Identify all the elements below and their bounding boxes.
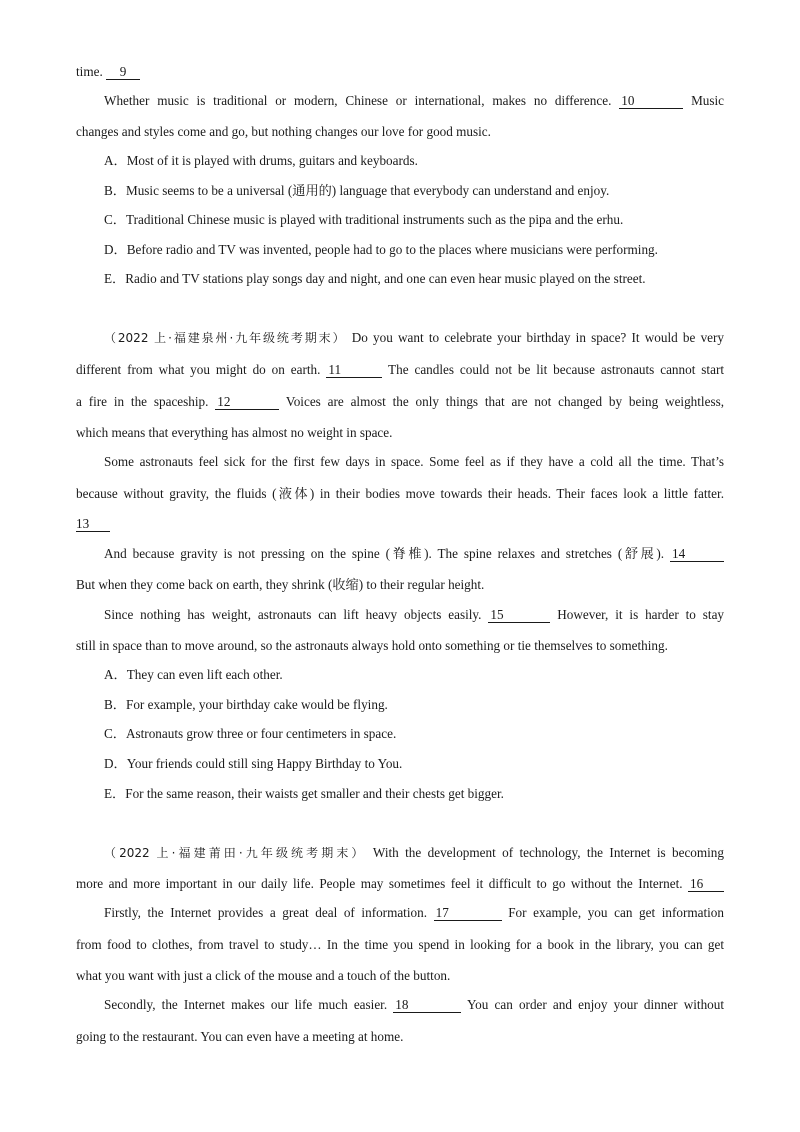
text-line	[104, 606, 724, 624]
text-line	[104, 545, 724, 563]
text: For example, you can get information	[508, 905, 724, 920]
text: a fire in the spaceship.	[76, 394, 209, 409]
text: And because gravity is not pressing on the spine (脊椎). The spine relaxes and stretches (舒展).	[104, 546, 665, 561]
source-tag: （2022 上·福建泉州·九年级统考期末）	[104, 331, 347, 345]
text: The candles could not be lit because astronauts cannot start	[388, 362, 724, 377]
option-b: B．Music seems to be a universal (通用的) language that everybody can understand and enjoy.	[104, 183, 610, 198]
text-line: But when they come back on earth, they shrink (收缩) to their regular height.	[76, 577, 485, 592]
text: However, it is harder to stay	[557, 607, 725, 622]
text-line	[76, 63, 724, 81]
option-a: A．They can even lift each other.	[104, 667, 283, 682]
text-line	[104, 329, 724, 347]
text: With the development of technology, the Internet is becoming	[372, 845, 724, 860]
text-line: going to the restaurant. You can even have a meeting at home.	[76, 1029, 404, 1044]
text-line	[76, 361, 724, 379]
answer-blank-12: 12	[215, 394, 279, 410]
text-line: from food to clothes, from travel to study… In the time you spend in looking for a book in the library, you can get	[76, 937, 724, 952]
option-d: D．Your friends could still sing Happy Birthday to You.	[104, 756, 403, 771]
text-line	[104, 996, 724, 1014]
option-c: C．Astronauts grow three or four centimeters in space.	[104, 726, 397, 741]
text-line	[76, 875, 724, 893]
text-line	[104, 844, 724, 862]
option-c: C．Traditional Chinese music is played with traditional instruments such as the pipa and the erhu.	[104, 212, 624, 227]
text-line: Some astronauts feel sick for the first few days in space. Some feel as if they have a cold all the time. That’s	[104, 454, 724, 469]
option-b: B．For example, your birthday cake would be flying.	[104, 697, 388, 712]
answer-blank-17: 17	[434, 905, 502, 921]
answer-blank-9: 9	[106, 64, 140, 80]
option-d: D．Before radio and TV was invented, people had to go to the places where musicians were performing.	[104, 242, 658, 257]
text: time.	[76, 64, 103, 79]
text: Music	[691, 93, 725, 108]
answer-blank-16: 16	[688, 876, 724, 892]
option-e: E．For the same reason, their waists get smaller and their chests get bigger.	[104, 786, 504, 801]
text: different from what you might do on earth.	[76, 362, 321, 377]
answer-blank-10: 10	[619, 93, 683, 109]
text: Firstly, the Internet provides a great deal of information.	[104, 905, 427, 920]
answer-blank-13: 13	[76, 516, 110, 532]
text: Voices are almost the only things that are not changed by being weightless,	[285, 394, 725, 409]
text: more and more important in our daily life. People may sometimes feel it difficult to go without the Internet.	[76, 876, 683, 891]
text-line: what you want with just a click of the mouse and a touch of the button.	[76, 968, 451, 983]
text-line	[104, 92, 724, 110]
answer-blank-11: 11	[326, 362, 382, 378]
option-e: E．Radio and TV stations play songs day and night, and one can even hear music played on the street.	[104, 271, 646, 286]
text-line	[104, 904, 724, 922]
text: Do you want to celebrate your birthday in space? It would be very	[351, 330, 725, 345]
option-a: A．Most of it is played with drums, guitars and keyboards.	[104, 153, 418, 168]
answer-blank-14: 14	[670, 546, 724, 562]
text-line: which means that everything has almost no weight in space.	[76, 425, 393, 440]
text-line: changes and styles come and go, but nothing changes our love for good music.	[76, 124, 491, 139]
text: Whether music is traditional or modern, Chinese or international, makes no difference.	[104, 93, 612, 108]
text-line	[76, 515, 724, 533]
text: Secondly, the Internet makes our life much easier.	[104, 997, 388, 1012]
text: Since nothing has weight, astronauts can lift heavy objects easily.	[104, 607, 482, 622]
text-line: because without gravity, the fluids (液体) in their bodies move towards their heads. Their faces look a little fatter.	[76, 486, 724, 501]
text: You can order and enjoy your dinner without	[466, 997, 725, 1012]
answer-blank-18: 18	[393, 997, 461, 1013]
text-line	[76, 393, 724, 411]
answer-blank-15: 15	[488, 607, 550, 623]
source-tag: （2022 上·福建莆田·九年级统考期末）	[104, 846, 367, 860]
text-line: still in space than to move around, so the astronauts always hold onto something or tie themselves to something.	[76, 638, 668, 653]
